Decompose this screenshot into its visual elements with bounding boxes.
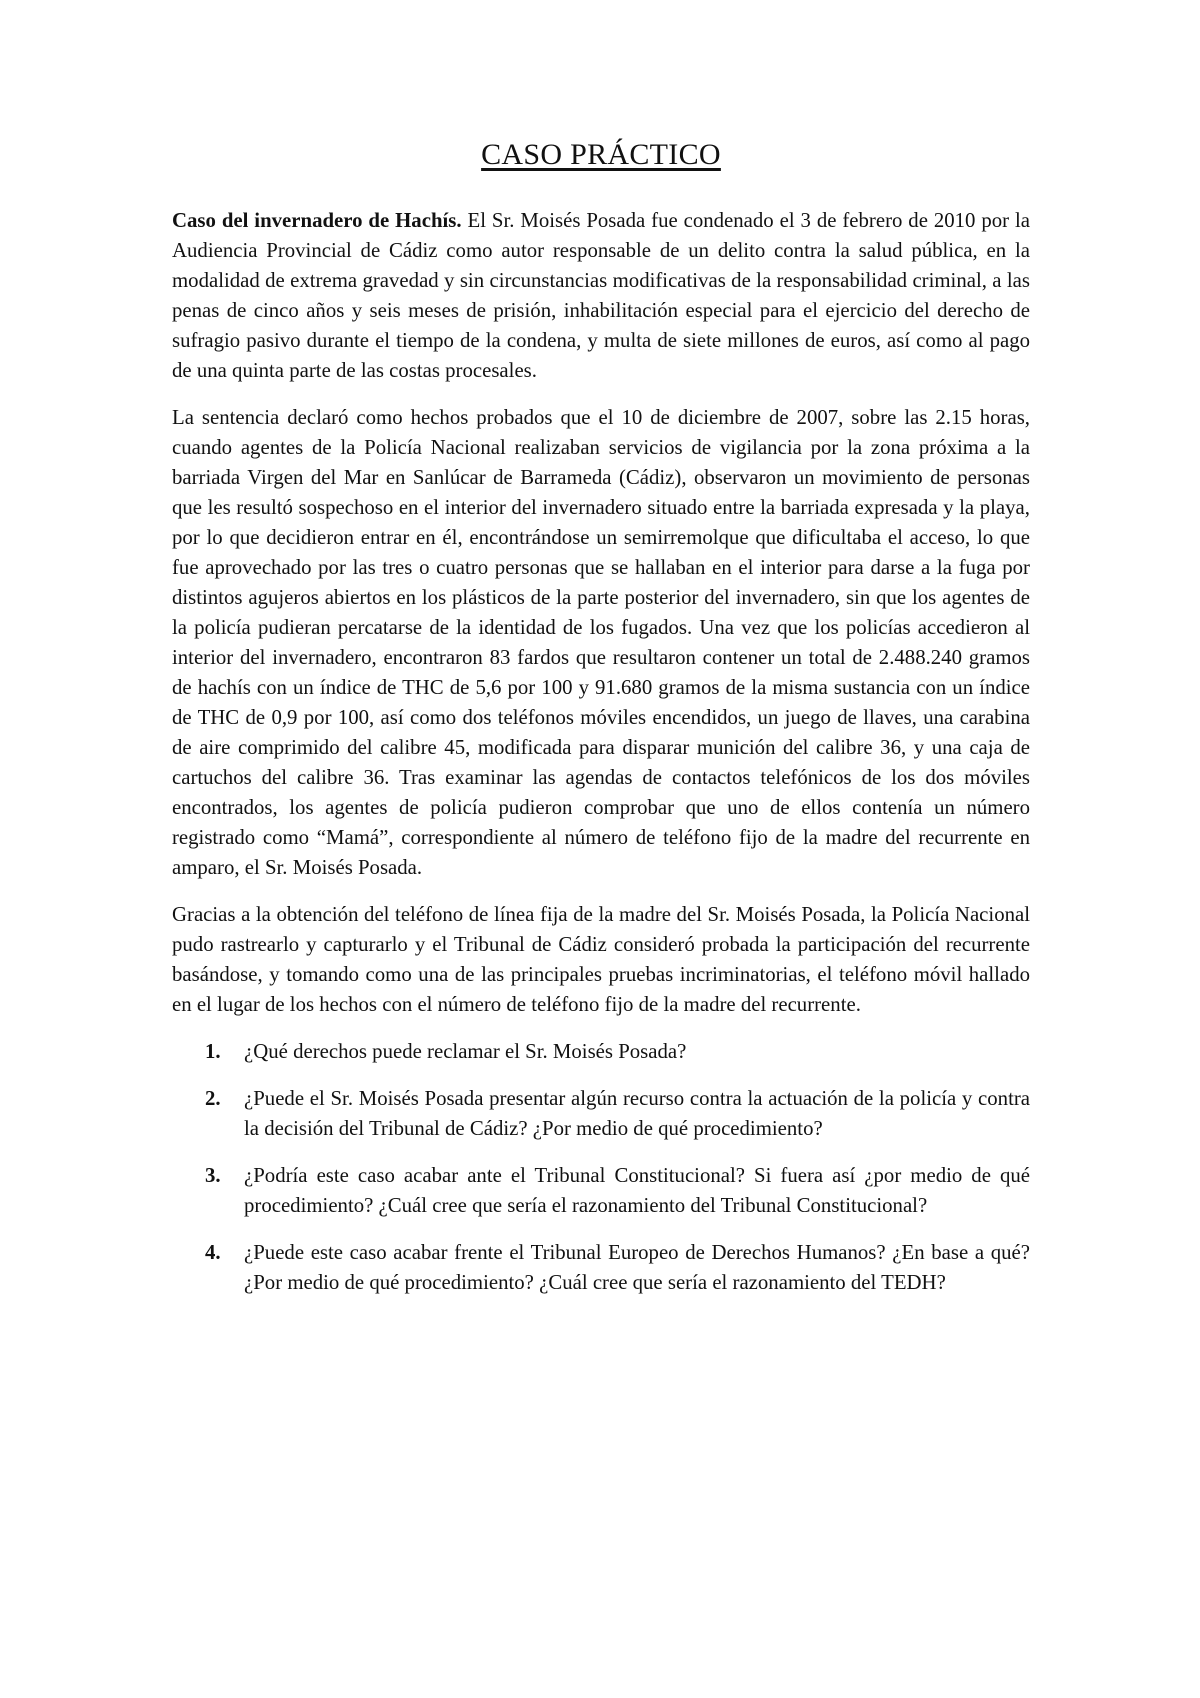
document-title: CASO PRÁCTICO — [481, 138, 721, 171]
case-name: Caso del invernadero de Hachís. — [172, 209, 462, 232]
questions-list — [172, 1037, 1030, 1298]
paragraph-case-intro — [172, 206, 1030, 386]
question-text: ¿Podría este caso acabar ante el Tribunal Constitucional? Si fuera así ¿por medio de qué procedimiento? ¿Cuál cree que sería el razonamiento del Tribunal Constitucional? — [244, 1164, 1030, 1217]
paragraph-2: La sentencia declaró como hechos probados que el 10 de diciembre de 2007, sobre las 2.15 horas, cuando agentes de la Policía Nacional realizaban servicios de vigilancia por la zona próxima a la barriada Virgen del Mar en Sanlúcar de Barrameda (Cádiz), observaron un movimiento de personas que les resultó sospechoso en el interior del invernadero situado entre la barriada expresada y la playa, por lo que decidieron entrar en él, encontrándose un semirremolque que dificultaba el acceso, lo que fue aprovechado por las tres o cuatro personas que se hallaban en el interior para darse a la fuga por distintos agujeros abiertos en los plásticos de la parte posterior del invernadero, sin que los agentes de la policía pudieran percatarse de la identidad de los fugados. Una vez que los policías accedieron al interior del invernadero, encontraron 83 fardos que resultaron contener un total de 2.488.240 gramos de hachís con un índice de THC de 5,6 por 100 y 91.680 gramos de la misma sustancia con un índice de THC de 0,9 por 100, así como dos teléfonos móviles encendidos, un juego de llaves, una carabina de aire comprimido del calibre 45, modificada para disparar munición del calibre 36, y una caja de cartuchos del calibre 36. Tras examinar las agendas de contactos telefónicos de los dos móviles encontrados, los agentes de policía pudieron comprobar que uno de ellos contenía un número registrado como “Mamá”, correspondiente al número de teléfono fijo de la madre del recurrente en amparo, el Sr. Moisés Posada. — [172, 406, 1030, 879]
question-text: ¿Puede el Sr. Moisés Posada presentar algún recurso contra la actuación de la policía y contra la decisión del Tribunal de Cádiz? ¿Por medio de qué procedimiento? — [244, 1087, 1030, 1140]
question-number: 1. — [205, 1040, 221, 1063]
question-text: ¿Qué derechos puede reclamar el Sr. Moisés Posada? — [244, 1040, 687, 1063]
question-item-1 — [172, 1037, 1030, 1067]
question-item-3 — [172, 1161, 1030, 1221]
paragraph-3: Gracias a la obtención del teléfono de línea fija de la madre del Sr. Moisés Posada, la Policía Nacional pudo rastrearlo y capturarlo y el Tribunal de Cádiz consideró probada la participación del recurrente basándose, y tomando como una de las principales pruebas incriminatorias, el teléfono móvil hallado en el lugar de los hechos con el número de teléfono fijo de la madre del recurrente. — [172, 903, 1030, 1016]
question-item-2 — [172, 1084, 1030, 1144]
document-page — [172, 138, 1030, 1315]
question-number: 4. — [205, 1241, 221, 1264]
question-number: 3. — [205, 1164, 221, 1187]
paragraph-1-text: El Sr. Moisés Posada fue condenado el 3 de febrero de 2010 por la Audiencia Provincial de Cádiz como autor responsable de un delito contra la salud pública, en la modalidad de extrema gravedad y sin circunstancias modificativas de la responsabilidad criminal, a las penas de cinco años y seis meses de prisión, inhabilitación especial para el ejercicio del derecho de sufragio pasivo durante el tiempo de la condena, y multa de siete millones de euros, así como al pago de una quinta parte de las costas procesales. — [172, 209, 1030, 382]
question-text: ¿Puede este caso acabar frente el Tribunal Europeo de Derechos Humanos? ¿En base a qué? ¿Por medio de qué procedimiento? ¿Cuál cree que sería el razonamiento del TEDH? — [244, 1241, 1030, 1294]
question-number: 2. — [205, 1087, 221, 1110]
question-item-4 — [172, 1238, 1030, 1298]
